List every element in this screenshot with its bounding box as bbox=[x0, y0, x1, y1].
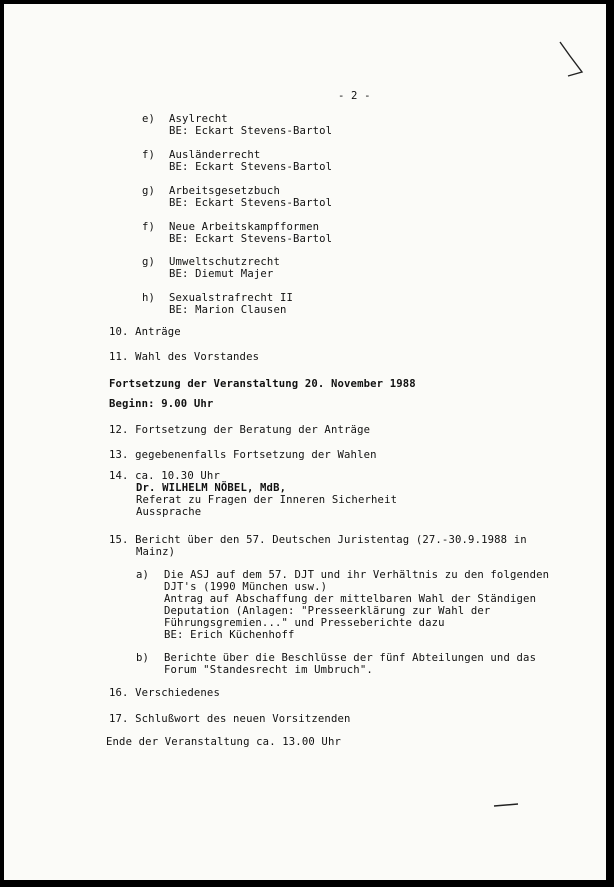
page-number: - 2 - bbox=[338, 90, 371, 102]
item-g1-letter: g) bbox=[142, 185, 156, 197]
item-e-title: Asylrecht bbox=[169, 113, 228, 125]
item-e-letter: e) bbox=[142, 113, 156, 125]
item-g2-letter: g) bbox=[142, 256, 156, 268]
sub-item-b-line1: Berichte über die Beschlüsse der fünf Abteilungen und das bbox=[164, 652, 537, 664]
sub-item-a-line6: BE: Erich Küchenhoff bbox=[164, 629, 295, 641]
agenda-item-14-discussion: Aussprache bbox=[136, 506, 202, 518]
item-g2-title: Umweltschutzrecht bbox=[169, 256, 280, 268]
item-h-be: BE: Marion Clausen bbox=[169, 304, 287, 316]
item-e-be: BE: Eckart Stevens-Bartol bbox=[169, 125, 333, 137]
sub-item-a-line3: Antrag auf Abschaffung der mittelbaren Wahl der Ständigen bbox=[164, 593, 537, 605]
agenda-item-10: 10. Anträge bbox=[109, 326, 181, 338]
item-f2-letter: f) bbox=[142, 221, 156, 233]
sub-item-a-line2: DJT's (1990 München usw.) bbox=[164, 581, 328, 593]
pen-mark-top-right bbox=[552, 34, 588, 82]
agenda-item-14-time: 14. ca. 10.30 Uhr bbox=[109, 470, 220, 482]
start-time: Beginn: 9.00 Uhr bbox=[109, 398, 214, 410]
agenda-item-13: 13. gegebenenfalls Fortsetzung der Wahlen bbox=[109, 449, 377, 461]
item-h-letter: h) bbox=[142, 292, 156, 304]
sub-item-b-letter: b) bbox=[136, 652, 150, 664]
end-of-event: Ende der Veranstaltung ca. 13.00 Uhr bbox=[106, 736, 342, 748]
agenda-item-12: 12. Fortsetzung der Beratung der Anträge bbox=[109, 424, 371, 436]
sub-item-b-line2: Forum "Standesrecht im Umbruch". bbox=[164, 664, 373, 676]
agenda-item-11: 11. Wahl des Vorstandes bbox=[109, 351, 260, 363]
sub-item-a-line1: Die ASJ auf dem 57. DJT und ihr Verhältnis zu den folgenden bbox=[164, 569, 550, 581]
document-page bbox=[4, 4, 606, 880]
agenda-item-14-topic: Referat zu Fragen der Inneren Sicherheit bbox=[136, 494, 398, 506]
item-f2-title: Neue Arbeitskampfformen bbox=[169, 221, 320, 233]
pen-mark-bottom bbox=[492, 800, 522, 812]
sub-item-a-letter: a) bbox=[136, 569, 150, 581]
item-h-title: Sexualstrafrecht II bbox=[169, 292, 294, 304]
agenda-item-15-line2: Mainz) bbox=[136, 546, 176, 558]
sub-item-a-line5: Führungsgremien..." und Presseberichte dazu bbox=[164, 617, 445, 629]
sub-item-a-line4: Deputation (Anlagen: "Presseerklärung zur Wahl der bbox=[164, 605, 491, 617]
item-g2-be: BE: Diemut Majer bbox=[169, 268, 274, 280]
agenda-item-17: 17. Schlußwort des neuen Vorsitzenden bbox=[109, 713, 351, 725]
continuation-heading: Fortsetzung der Veranstaltung 20. November 1988 bbox=[109, 378, 416, 390]
item-f1-title: Ausländerrecht bbox=[169, 149, 261, 161]
agenda-item-15-line1: 15. Bericht über den 57. Deutschen Juristentag (27.-30.9.1988 in bbox=[109, 534, 527, 546]
agenda-item-14-speaker: Dr. WILHELM NÖBEL, MdB, bbox=[136, 482, 287, 494]
item-g1-be: BE: Eckart Stevens-Bartol bbox=[169, 197, 333, 209]
item-f2-be: BE: Eckart Stevens-Bartol bbox=[169, 233, 333, 245]
item-g1-title: Arbeitsgesetzbuch bbox=[169, 185, 280, 197]
item-f1-be: BE: Eckart Stevens-Bartol bbox=[169, 161, 333, 173]
item-f1-letter: f) bbox=[142, 149, 156, 161]
agenda-item-16: 16. Verschiedenes bbox=[109, 687, 220, 699]
